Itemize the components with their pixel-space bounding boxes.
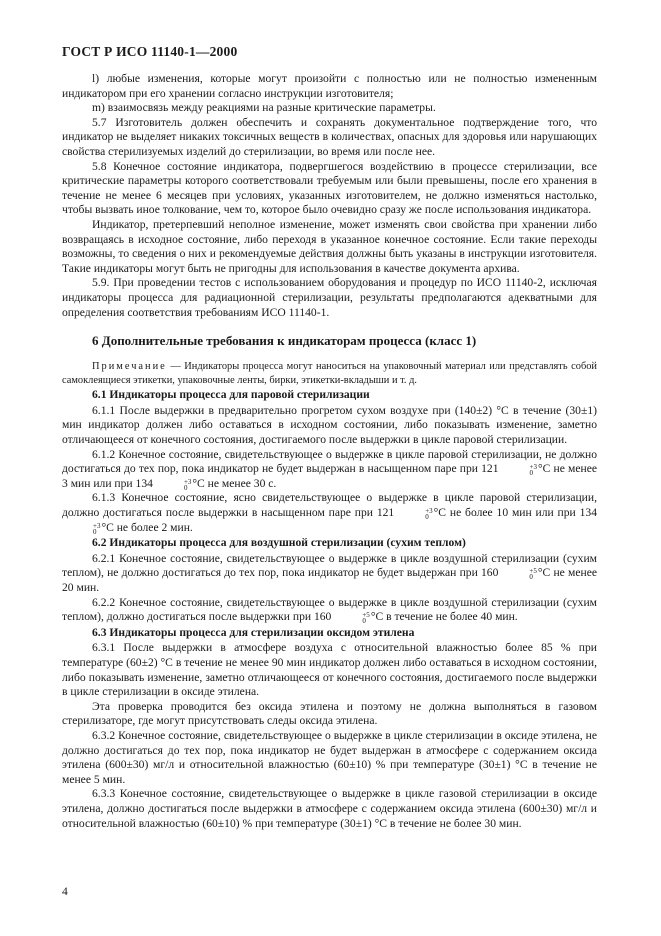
paragraph-5-7: 5.7 Изготовитель должен обеспечить и сохранять документальное подтверждение того, что индикатор не выделяет никаких токсичных веществ в количествах, опасных для здоровья или нарушающих свойства стерилизуемых изделий до стерилизации, во время или после нее. [62, 115, 597, 158]
tolerance-160 [332, 612, 369, 624]
tolerance-lower: 0 [529, 573, 533, 582]
tolerance-160 [499, 568, 536, 580]
tolerance-121 [500, 464, 537, 476]
paragraph-m: m) взаимосвязь между реакциями на разные критические параметры. [92, 101, 436, 115]
document-body [62, 72, 597, 831]
tolerance-upper: +5 [362, 611, 370, 620]
paragraph-5-8-continued: Индикатор, претерпевший неполное изменение, может изменять свои свойства при хранении либо возвращаясь в исходное состояние, либо переходя в указанное конечное состояние. Если такие переходы возможны, то сведения о них и рекомендуемые действия должны быть указаны в инструкции изготовителя. Такие индикаторы могут быть не пригодны для использования в качестве документа архива. [62, 217, 597, 275]
text-segment: °С не менее 20 мин. [62, 566, 597, 594]
paragraph-6-1-1: 6.1.1 После выдержки в предварительно прогретом сухом воздухе при (140±2) °С в течение (30±1) мин индикатор должен либо оставаться в исходном состоянии, либо показывать изменение, заметно отличающееся от конечного состояния, достигаемого после выдержки в цикле паровой стерилизации. [62, 403, 597, 447]
paragraph-6-3-3: 6.3.3 Конечное состояние, свидетельствующее о выдержке в цикле газовой стерилизации в оксиде этилена, должно достигаться после выдержки в атмосфере с содержанием оксида этилена (600±30) мг/л и относительной влажностью (60±10) % при температуре (30±1) °С в течение не более 30 мин. [62, 787, 597, 830]
text-segment: 6.2.2 Конечное состояние, свидетельствующее о выдержке в цикле воздушной стерилизации (сухим теплом), должно достигаться после выдержки при 160 [62, 595, 597, 624]
paragraph-6-3-2: 6.3.2 Конечное состояние, свидетельствующее о выдержке в цикле стерилизации в оксиде этилена, не должно достигаться до тех пор, пока индикатор не будет выдержан в атмосфере с содержанием оксида этилена (600±30) мг/л и относительной влажностью (60±10) % при температуре (30±1) °С в течение не менее 5 мин. [62, 728, 597, 786]
paragraph-6-1-2 [62, 448, 597, 492]
document-header: ГОСТ Р ИСО 11140-1—2000 [62, 44, 238, 59]
paragraph-6-2-2 [62, 596, 597, 625]
tolerance-lower: 0 [362, 617, 366, 626]
section-6-heading: 6 Дополнительные требования к индикаторам процесса (класс 1) [92, 333, 477, 349]
tolerance-121 [395, 508, 432, 520]
page-number: 4 [62, 885, 68, 898]
text-segment: °С не менее 30 с. [192, 476, 277, 490]
paragraph-6-3-1-continued: Эта проверка проводится без оксида этилена и поэтому не должна выполняться в газовом стерилизаторе, где могут присутствовать следы оксида этилена. [62, 699, 597, 728]
subsection-6-3-heading: 6.3 Индикаторы процесса для стерилизации оксидом этилена [92, 625, 415, 639]
text-segment: °С не менее 3 мин или при 134 [62, 462, 597, 490]
tolerance-upper: +3 [93, 521, 101, 530]
text-segment: 6.2.1 Конечное состояние, свидетельствующее о выдержке в цикле воздушной стерилизации (сухим теплом), не должно достигаться до тех пор, пока индикатор не будет выдержан при 160 [62, 551, 597, 580]
paragraph-6-3-1: 6.3.1 После выдержки в атмосфере воздуха с относительной влажностью более 85 % при температуре (60±2) °С в течение не менее 90 мин индикатор должен либо оставаться в исходном состоянии, либо показывать изменение, заметно отличающееся от конечного состояния, достигаемого после выдержки в цикле стерилизации в оксиде этилена. [62, 641, 597, 699]
paragraph-6-2-1 [62, 552, 597, 596]
tolerance-upper: +3 [183, 477, 192, 486]
note-label: Примечание [92, 361, 167, 373]
paragraph-6-1-3 [62, 491, 597, 535]
note-text: — Индикаторы процесса могут наноситься на упаковочный материал или представлять собой самоклеящиеся этикетки, упаковочные ленты, бирки, этикетки-вкладыши и т. д. [62, 361, 597, 386]
paragraph-l: l) любые изменения, которые могут произойти с полностью или не полностью измененным индикатором при его хранении согласно инструкции изготовителя; [62, 72, 597, 100]
tolerance-lower: 0 [93, 527, 97, 536]
paragraph-5-8: 5.8 Конечное состояние индикатора, подвергшегося воздействию в процессе стерилизации, все критические параметры которого соответствовали требуемым или были превышены, после его хранения в течение не менее 6 месяцев при условиях, указанных изготовителем, не должно изменяться настолько, чтобы вызвать иное толкование, чем то, которое было очевидно сразу же после использования индикатора. [62, 159, 597, 217]
tolerance-lower: 0 [183, 483, 188, 492]
tolerance-lower: 0 [529, 469, 534, 478]
subsection-6-2-heading: 6.2 Индикаторы процесса для воздушной стерилизации (сухим теплом) [92, 536, 466, 550]
tolerance-134 [63, 523, 100, 535]
tolerance-upper: +3 [529, 463, 537, 472]
text-segment: °С не более 10 мин или при 134 [433, 506, 597, 520]
section-6-note [62, 360, 597, 387]
tolerance-upper: +5 [529, 567, 537, 576]
subsection-6-1-heading: 6.1 Индикаторы процесса для паровой стерилизации [92, 388, 370, 402]
text-segment: 6.1.2 Конечное состояние, свидетельствующее о выдержке в цикле паровой стерилизации, не должно достигаться до тех пор, пока индикатор не будет выдержан в насыщенном паре при 121 [62, 447, 597, 476]
tolerance-upper: +3 [425, 507, 433, 516]
tolerance-lower: 0 [425, 513, 429, 522]
text-segment: 6.1.3 Конечное состояние, ясно свидетельствующее о выдержке в цикле паровой стерилизации, должно достигаться после выдержки в насыщенном паре при 121 [62, 491, 597, 520]
tolerance-134 [154, 479, 191, 491]
text-segment: °С в течение не более 40 мин. [370, 610, 518, 624]
text-segment: °С не более 2 мин. [101, 520, 193, 534]
paragraph-5-9: 5.9. При проведении тестов с использованием оборудования и процедур по ИСО 11140-2, исключая индикаторы процесса для радиационной стерилизации, результаты предполагаются адекватными для определения соответствия требованиям ИСО 11140-1. [62, 276, 597, 319]
